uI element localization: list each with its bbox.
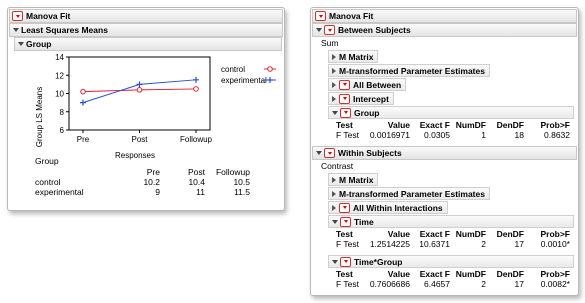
right-report-window [310,7,579,296]
all-within-box[interactable] [328,201,448,214]
chart-legend [221,65,276,85]
between-subjects-header[interactable] [312,23,577,37]
disclosure-open-icon[interactable] [332,220,338,224]
manova-fit-title: Manova Fit [26,11,71,21]
time-group-label: Time*Group [354,256,403,267]
group-box[interactable] [328,106,574,119]
col-followup: Followup [215,167,250,177]
cell: 0.0305 [424,130,450,140]
col-post: Post [187,167,205,177]
cell: 2 [481,239,486,249]
table-row [35,177,250,187]
cell: 10.2 [143,177,160,187]
red-triangle-menu-icon[interactable] [315,11,326,21]
legend-marker-control [268,67,273,72]
means-table [35,167,250,197]
red-triangle-menu-icon[interactable] [12,11,23,21]
disclosure-closed-icon[interactable] [332,54,336,60]
y-tick-label: 6 [59,126,64,135]
legend-label-experimental: experimental [221,76,267,85]
table-row [336,239,570,249]
red-triangle-menu-icon[interactable] [340,257,351,267]
cell: 11 [196,187,205,197]
data-point-control [81,89,86,94]
disclosure-closed-icon[interactable] [332,96,336,102]
hdr-numdf: NumDF [455,120,486,130]
col-pre: Pre [146,167,160,177]
test-header-row [336,120,570,130]
y-tick-label: 8 [59,107,64,117]
cell: 10.5 [233,177,250,187]
m-matrix-box-within[interactable] [328,173,378,186]
hdr-dendf: DenDF [496,229,524,239]
y-tick-label: 14 [55,53,64,62]
y-tick-label: 12 [55,71,64,81]
x-tick-label: Pre [76,135,90,144]
table-row [35,187,250,197]
table-row [336,130,570,140]
cell: F Test [336,279,359,289]
disclosure-closed-icon[interactable] [332,177,336,183]
cell: 0.7606686 [369,279,410,289]
hdr-exactf: Exact F [419,120,450,130]
time-box[interactable] [328,215,574,228]
cell: 17 [514,239,524,249]
m-matrix-label: M Matrix [339,174,374,185]
cell: 10.6371 [419,239,450,249]
disclosure-open-icon[interactable] [332,260,338,264]
red-triangle-menu-icon[interactable] [324,25,335,35]
hdr-probf: Prob>F [540,269,570,279]
cell: 1 [481,130,486,140]
lsm-chart [10,50,280,162]
m-transformed-label: M-transformed Parameter Estimates [339,188,485,199]
cell: F Test [336,130,359,140]
cell: 10.4 [188,177,205,187]
manova-fit-title-right: Manova Fit [329,11,374,21]
time-test-table [336,229,570,249]
m-transformed-box[interactable] [328,64,490,77]
time-group-test-table [336,269,570,289]
disclosure-closed-icon[interactable] [332,82,336,88]
cell: 0.8632 [544,130,570,140]
cell: 9 [155,187,160,197]
cell: 0.0016971 [369,130,410,140]
red-triangle-menu-icon[interactable] [339,203,350,213]
disclosure-closed-icon[interactable] [332,191,336,197]
all-between-label: All Between [353,79,402,90]
legend-label-control: control [221,65,246,74]
contrast-label: Contrast [321,161,354,171]
data-point-control [137,88,142,93]
between-subjects-title: Between Subjects [338,25,411,35]
disclosure-open-icon[interactable] [316,151,322,155]
hdr-numdf: NumDF [455,229,486,239]
x-axis-label: Responses [114,151,156,160]
data-point-control [194,87,199,92]
within-subjects-header[interactable] [312,146,577,160]
m-matrix-label: M Matrix [339,51,374,62]
hdr-probf: Prob>F [540,120,570,130]
y-axis-label: Group LS Means [35,86,44,148]
red-triangle-menu-icon[interactable] [340,108,351,118]
hdr-value: Value [387,229,410,239]
time-group-box[interactable] [328,255,574,268]
plot-frame [69,57,210,130]
group-header[interactable] [14,37,282,51]
hdr-test: Test [336,120,353,130]
m-transformed-box-within[interactable] [328,187,490,200]
sum-label: Sum [321,38,339,48]
intercept-label: Intercept [353,93,389,104]
hdr-dendf: DenDF [496,269,524,279]
test-header-row [336,269,570,279]
all-between-box[interactable] [328,78,406,91]
hdr-value: Value [387,269,410,279]
cell: 11.5 [234,187,250,197]
group-title: Group [26,39,52,49]
row-label: experimental [35,187,84,197]
hdr-exactf: Exact F [419,269,450,279]
red-triangle-menu-icon[interactable] [339,94,350,104]
cell: 2 [481,279,486,289]
lsm-title: Least Squares Means [21,25,108,35]
within-subjects-title: Within Subjects [338,148,402,158]
legend-marker-experimental [267,77,273,83]
test-header-row [336,229,570,239]
cell: 6.4657 [424,279,450,289]
intercept-box[interactable] [328,92,394,105]
cell: 18 [514,130,524,140]
disclosure-open-icon[interactable] [332,111,338,115]
plot-area [55,53,212,144]
x-tick-label: Followup [179,135,213,144]
all-within-label: All Within Interactions [353,202,443,213]
table-row [336,279,570,289]
m-matrix-box[interactable] [328,50,378,63]
disclosure-open-icon[interactable] [13,28,19,32]
hdr-value: Value [387,120,410,130]
m-transformed-label: M-transformed Parameter Estimates [339,65,485,76]
cell: 17 [514,279,524,289]
manova-fit-header[interactable] [9,9,283,23]
hdr-numdf: NumDF [455,269,486,279]
y-tick-label: 10 [55,89,64,99]
manova-fit-header-right[interactable] [312,9,577,23]
group-test-label: Group [354,107,380,118]
lsm-header[interactable] [9,23,283,37]
table-header-row [35,167,250,177]
disclosure-open-icon[interactable] [316,28,322,32]
cell: F Test [336,239,359,249]
red-triangle-menu-icon[interactable] [340,217,351,227]
left-report-window [7,7,285,211]
group-test-table [336,120,570,140]
cell: 0.0010* [540,239,570,249]
red-triangle-menu-icon[interactable] [324,148,335,158]
disclosure-closed-icon[interactable] [332,205,336,211]
row-label: control [35,177,61,187]
disclosure-closed-icon[interactable] [332,68,336,74]
cell: 1.2514225 [369,239,410,249]
hdr-probf: Prob>F [540,229,570,239]
time-label: Time [354,216,374,227]
cell: 0.0082* [540,279,570,289]
disclosure-open-icon[interactable] [18,42,24,46]
hdr-dendf: DenDF [496,120,524,130]
hdr-exactf: Exact F [419,229,450,239]
table-group-label: Group [35,156,59,166]
x-tick-label: Post [131,135,148,144]
hdr-test: Test [336,229,353,239]
hdr-test: Test [336,269,353,279]
red-triangle-menu-icon[interactable] [339,80,350,90]
